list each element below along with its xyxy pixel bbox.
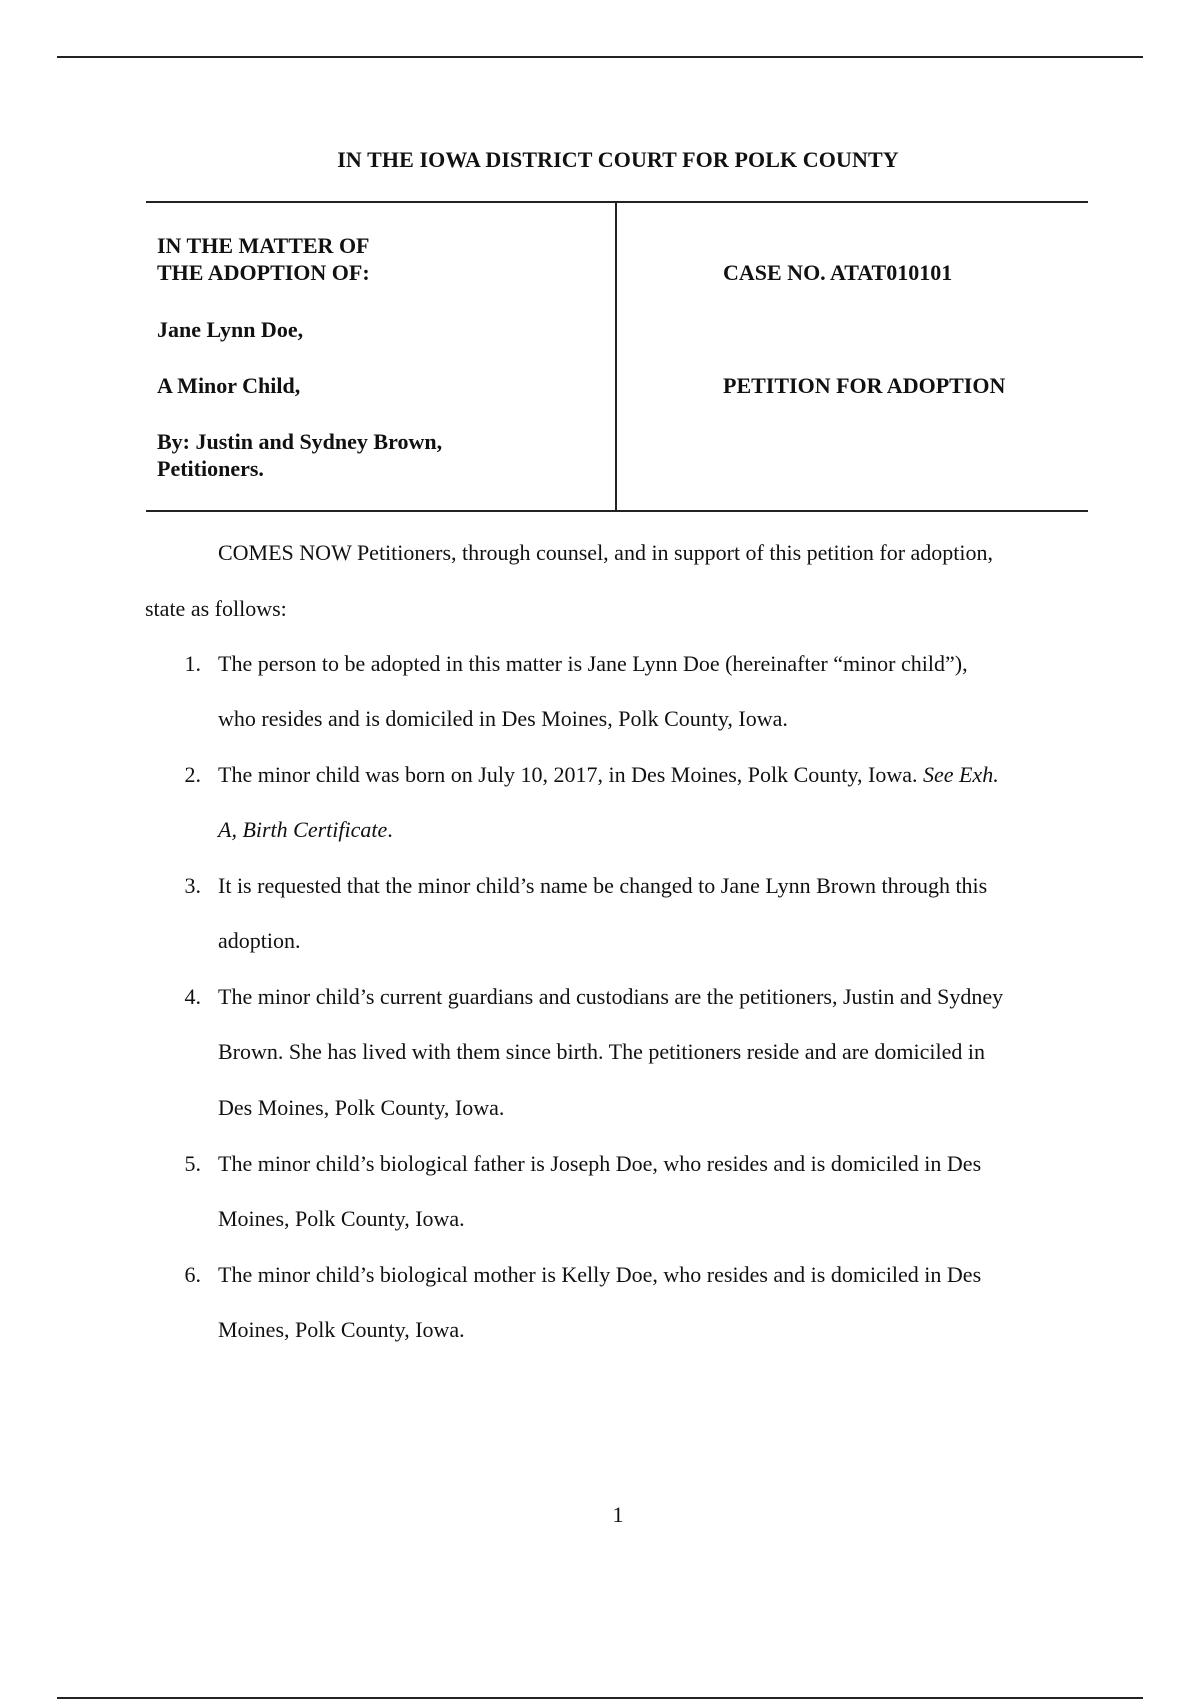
matter-line-2: THE ADOPTION OF: — [157, 260, 370, 285]
item-1-line-1: The person to be adopted in this matter is Jane Lynn Doe (hereinafter “minor child”), — [218, 651, 968, 676]
item-number: 3. — [184, 873, 201, 898]
item-5-line-1: The minor child’s biological father is Joseph Doe, who resides and is domiciled in Des — [218, 1151, 982, 1176]
petitioners-line-1: By: Justin and Sydney Brown, — [157, 429, 443, 454]
item-3-line-1: It is requested that the minor child’s name be changed to Jane Lynn Brown through this — [218, 873, 988, 898]
matter-line-1: IN THE MATTER OF — [157, 233, 370, 258]
case-number: CASE NO. ATAT010101 — [723, 260, 953, 285]
item-6-line-2: Moines, Polk County, Iowa. — [218, 1317, 465, 1342]
page-number: 1 — [612, 1502, 624, 1527]
child-status: A Minor Child, — [157, 373, 301, 398]
item-number: 4. — [184, 984, 201, 1009]
item-number: 1. — [184, 651, 201, 676]
item-1-line-2: who resides and is domiciled in Des Moines, Polk County, Iowa. — [218, 706, 788, 731]
exhibit-reference: See Exh. — [922, 762, 999, 787]
intro-line-1: COMES NOW Petitioners, through counsel, and in support of this petition for adoption, — [218, 540, 994, 565]
intro-line-2: state as follows: — [145, 596, 287, 621]
item-2-line-2 — [218, 817, 393, 843]
case-caption-table — [146, 201, 1088, 512]
item-4-line-2: Brown. She has lived with them since birth. The petitioners reside and are domiciled in — [218, 1039, 985, 1064]
item-4-line-3: Des Moines, Polk County, Iowa. — [218, 1095, 505, 1120]
item-number: 5. — [184, 1151, 201, 1176]
item-3-line-2: adoption. — [218, 928, 301, 953]
court-title: IN THE IOWA DISTRICT COURT FOR POLK COUNTY — [337, 147, 899, 172]
caption-divider — [615, 203, 617, 510]
item-2-text: The minor child was born on July 10, 2017, in Des Moines, Polk County, Iowa. — [218, 762, 923, 787]
item-4-line-1: The minor child’s current guardians and custodians are the petitioners, Justin and Sydney — [218, 984, 1004, 1009]
bottom-page-rule — [57, 1697, 1143, 1699]
item-6-line-1: The minor child’s biological mother is Kelly Doe, who resides and is domiciled in Des — [218, 1262, 982, 1287]
petitioners-line-2: Petitioners. — [157, 456, 264, 481]
item-2-line-1 — [218, 762, 999, 788]
item-number: 2. — [184, 762, 201, 787]
document-title: PETITION FOR ADOPTION — [723, 373, 1006, 398]
item-5-line-2: Moines, Polk County, Iowa. — [218, 1206, 465, 1231]
item-number: 6. — [184, 1262, 201, 1287]
child-name: Jane Lynn Doe, — [157, 317, 304, 342]
matter-heading — [157, 232, 370, 286]
item-2-period: . — [387, 817, 393, 842]
petitioners-block — [157, 428, 442, 482]
exhibit-title: A, Birth Certificate — [218, 817, 388, 842]
top-page-rule — [57, 56, 1143, 58]
